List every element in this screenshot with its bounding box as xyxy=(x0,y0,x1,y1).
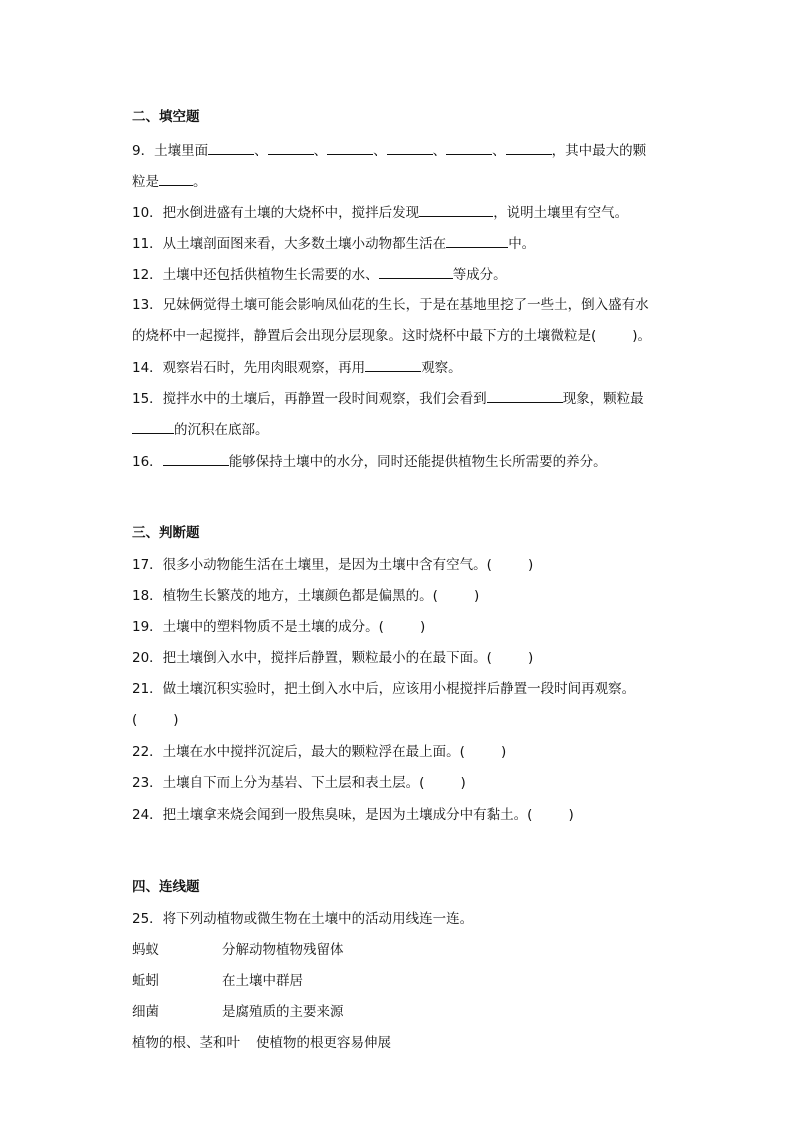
question-text: 。 xyxy=(193,174,207,190)
match-right-item[interactable]: 在土壤中群居 xyxy=(222,973,303,989)
question-text: ，说明土壤里有空气。 xyxy=(493,205,629,221)
question-10 xyxy=(132,203,628,222)
question-22 xyxy=(132,743,506,761)
answer-blank[interactable] xyxy=(132,420,174,434)
question-16 xyxy=(132,452,607,471)
question-text: 13．兄妹俩觉得土壤可能会影响凤仙花的生长，于是在基地里挖了一些土，倒入盛有水 xyxy=(132,297,649,313)
question-text: 21．做土壤沉积实验时，把土倒入水中后，应该用小棍搅拌后静置一段时间再观察。 xyxy=(132,681,636,697)
question-text: ) xyxy=(527,650,534,666)
answer-blank[interactable] xyxy=(446,141,492,155)
question-text: 10．把水倒进盛有土壤的大烧杯中，搅拌后发现 xyxy=(132,205,420,221)
question-21-line-2 xyxy=(132,711,179,729)
question-text: 15．搅拌水中的土壤后，再静置一段时间观察，我们会看到 xyxy=(132,391,487,407)
question-21-line-1 xyxy=(132,680,635,698)
answer-blank[interactable] xyxy=(379,265,453,279)
question-text: )。 xyxy=(632,328,652,344)
question-9-line-1 xyxy=(132,141,646,160)
match-right-item[interactable]: 使植物的根更容易伸展 xyxy=(256,1035,391,1051)
match-left-item[interactable]: 细菌 xyxy=(132,1004,159,1020)
answer-blank[interactable] xyxy=(419,203,493,217)
question-text: 18．植物生长繁茂的地方，土壤颜色都是偏黑的。( xyxy=(132,588,438,604)
separator: 、 xyxy=(373,143,387,159)
question-25: 25．将下列动植物或微生物在土壤中的活动用线连一连。 xyxy=(132,911,474,927)
question-text: 16． xyxy=(132,454,163,470)
separator: 、 xyxy=(254,143,268,159)
question-text: 的沉积在底部。 xyxy=(174,422,269,438)
question-text: 19．土壤中的塑料物质不是土壤的成分。( xyxy=(132,619,384,635)
question-12 xyxy=(132,265,507,284)
question-text: 24．把土壤拿来烧会闻到一股焦臭味，是因为土壤成分中有黏土。( xyxy=(132,807,533,823)
match-left-item[interactable]: 植物的根、茎和叶 xyxy=(132,1035,240,1051)
separator: 、 xyxy=(313,143,328,159)
match-right-item[interactable]: 是腐殖质的主要来源 xyxy=(222,1004,344,1020)
question-19 xyxy=(132,618,425,636)
section-heading-match: 四、连线题 xyxy=(132,879,200,895)
question-text: 9．土壤里面 xyxy=(132,143,209,159)
question-20 xyxy=(132,649,533,667)
question-text: 17．很多小动物能生活在土壤里，是因为土壤中含有空气。( xyxy=(132,557,492,573)
answer-blank[interactable] xyxy=(487,389,563,403)
question-text: 观察。 xyxy=(421,360,462,376)
question-text: ) xyxy=(527,557,534,573)
answer-blank[interactable] xyxy=(159,172,193,186)
answer-blank[interactable] xyxy=(506,141,552,155)
question-text: 22．土壤在水中搅拌沉淀后，最大的颗粒浮在最上面。( xyxy=(132,744,465,760)
answer-blank[interactable] xyxy=(387,141,433,155)
question-17 xyxy=(132,556,533,574)
question-text: ) xyxy=(568,807,574,823)
question-18 xyxy=(132,587,479,605)
question-13-line-2 xyxy=(132,327,651,345)
question-14 xyxy=(132,358,462,377)
answer-blank[interactable] xyxy=(446,234,508,248)
section-heading-fill: 二、填空题 xyxy=(132,109,200,125)
question-text: ) xyxy=(500,744,507,760)
question-text: 11．从土壤剖面图来看，大多数土壤小动物都生活在 xyxy=(132,236,447,252)
question-text: ) xyxy=(419,619,426,635)
question-9-line-2 xyxy=(132,172,207,191)
question-text: 粒是 xyxy=(132,174,159,190)
answer-blank[interactable] xyxy=(208,141,254,155)
question-text: 14．观察岩石时，先用肉眼观察，再用 xyxy=(132,360,366,376)
question-text: 能够保持土壤中的水分，同时还能提供植物生长所需要的养分。 xyxy=(228,454,607,470)
question-text: 中。 xyxy=(508,236,536,252)
answer-blank[interactable] xyxy=(163,452,229,466)
question-15-line-2 xyxy=(132,420,269,439)
question-text: 23．土壤自下而上分为基岩、下土层和表土层。( xyxy=(132,775,425,791)
question-24 xyxy=(132,806,574,824)
separator: 、 xyxy=(432,143,447,159)
question-text: 现象，颗粒最 xyxy=(562,391,644,407)
question-text: 的烧杯中一起搅拌，静置后会出现分层现象。这时烧杯中最下方的土壤微粒是( xyxy=(132,328,597,344)
question-text: ，其中最大的颗 xyxy=(551,143,647,159)
question-11 xyxy=(132,234,535,253)
match-right-item[interactable]: 分解动物植物残留体 xyxy=(222,942,344,958)
question-text: ( xyxy=(132,712,138,728)
question-text: 12．土壤中还包括供植物生长需要的水、 xyxy=(132,267,379,283)
separator: 、 xyxy=(492,143,506,159)
question-text: ) xyxy=(173,712,179,728)
question-13-line-1 xyxy=(132,296,649,314)
question-text: ) xyxy=(460,775,466,791)
match-left-item[interactable]: 蚂蚁 xyxy=(132,942,159,958)
answer-blank[interactable] xyxy=(268,141,314,155)
answer-blank[interactable] xyxy=(365,358,421,372)
question-text: 20．把土壤倒入水中，搅拌后静置，颗粒最小的在最下面。( xyxy=(132,650,492,666)
question-23 xyxy=(132,774,466,792)
section-heading-judge: 三、判断题 xyxy=(132,525,200,541)
answer-blank[interactable] xyxy=(327,141,373,155)
question-text: ) xyxy=(473,588,480,604)
question-text: 等成分。 xyxy=(452,267,507,283)
match-left-item[interactable]: 蚯蚓 xyxy=(132,973,159,989)
question-15-line-1 xyxy=(132,389,644,408)
